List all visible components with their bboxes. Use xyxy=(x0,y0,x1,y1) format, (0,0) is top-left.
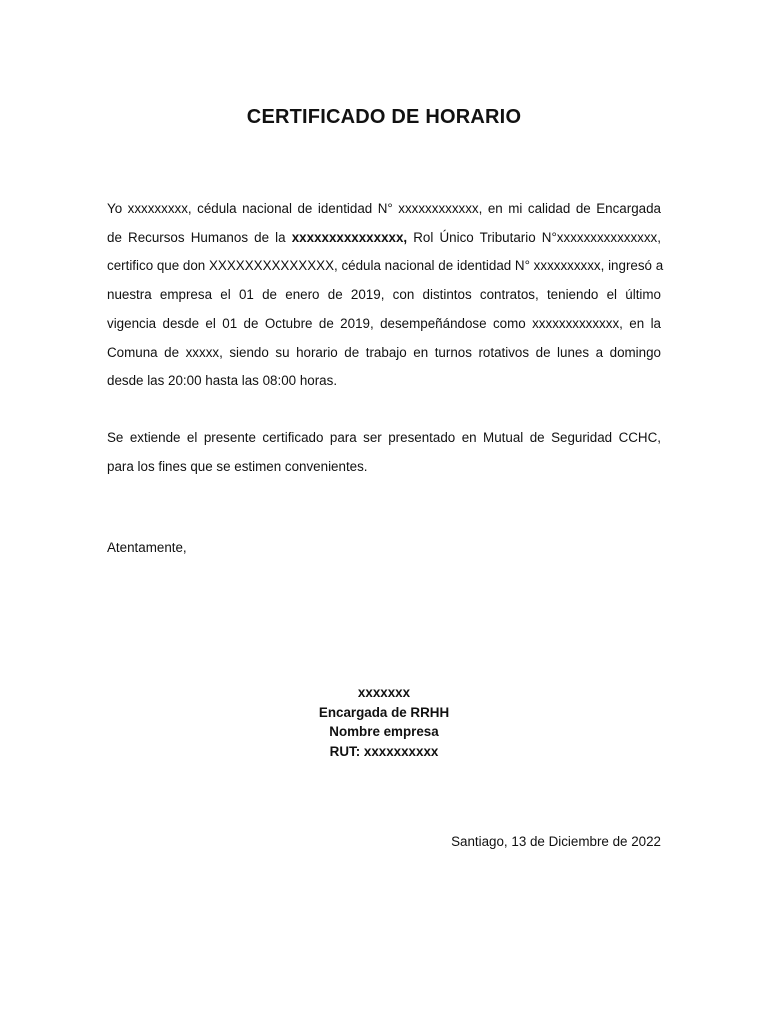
paragraph-1-line-7: desde las 20:00 hasta las 08:00 horas. xyxy=(107,373,338,389)
signature-block xyxy=(0,683,768,761)
paragraph-1-line-2 xyxy=(107,224,661,253)
paragraph-2-line-2: para los fines que se estimen convenientes. xyxy=(107,458,368,474)
paragraph-1-line-6: Comuna de xxxxx, siendo su horario de trabajo en turnos rotativos de lunes a domingo xyxy=(107,344,661,360)
company-name-placeholder: xxxxxxxxxxxxxxx, xyxy=(291,229,408,245)
paragraph-1-line-5: vigencia desde el 01 de Octubre de 2019, desempeñándose como xxxxxxxxxxxxx, en la xyxy=(107,315,661,331)
paragraph-1-line-2-start: de Recursos Humanos de la xyxy=(107,229,286,245)
paragraph-1-line-3: certifico que don XXXXXXXXXXXXXX, cédula nacional de identidad N° xxxxxxxxxx, ingresó a xyxy=(107,258,664,274)
body-paragraph-1 xyxy=(107,195,664,396)
paragraph-1-line-2-end: Rol Único Tributario N°xxxxxxxxxxxxxxx, xyxy=(413,229,661,245)
paragraph-1-line-1: Yo xxxxxxxxx, cédula nacional de identidad N° xxxxxxxxxxxx, en mi calidad de Encargada xyxy=(107,201,661,216)
signatory-position: Encargada de RRHH xyxy=(318,704,450,720)
paragraph-2-line-1: Se extiende el presente certificado para ser presentado en Mutual de Seguridad CCHC, xyxy=(107,430,661,445)
paragraph-1-line-4: nuestra empresa el 01 de enero de 2019, con distintos contratos, teniendo el último xyxy=(107,287,661,303)
document-title: CERTIFICADO DE HORARIO xyxy=(246,106,522,128)
signatory-rut: RUT: xxxxxxxxxx xyxy=(329,743,439,759)
signatory-name: xxxxxxx xyxy=(357,685,411,700)
body-paragraph-2 xyxy=(107,424,661,481)
signatory-company: Nombre empresa xyxy=(329,724,439,739)
closing-salutation: Atentamente, xyxy=(107,540,187,555)
place-and-date: Santiago, 13 de Diciembre de 2022 xyxy=(451,834,661,849)
